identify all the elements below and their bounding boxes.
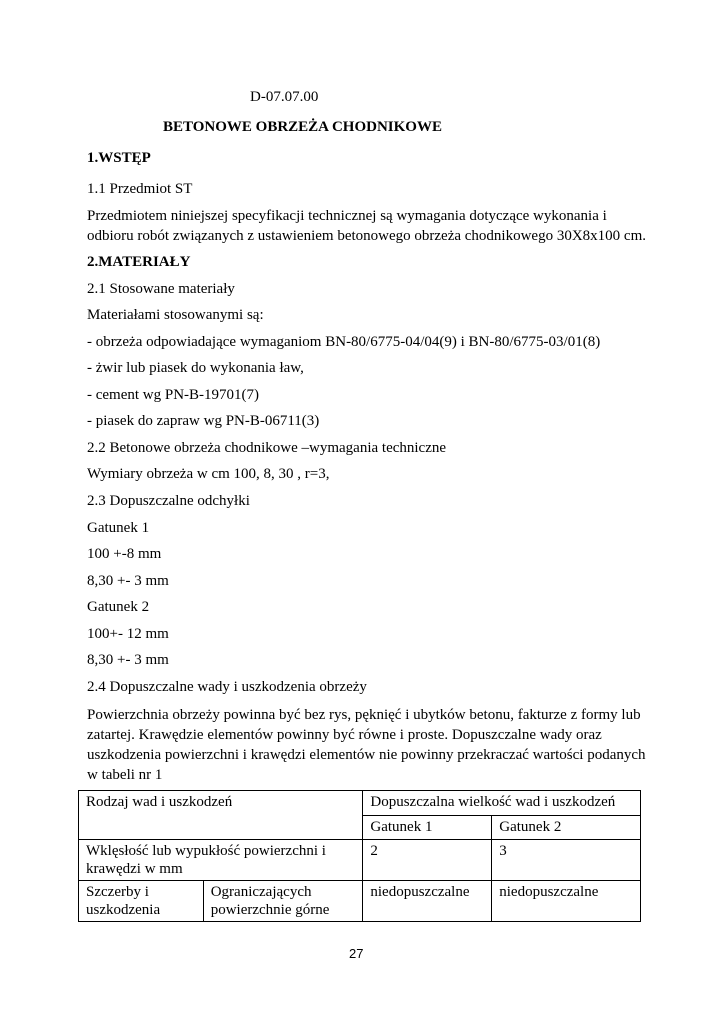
table-cell: Wklęsłość lub wypukłość powierzchni i krawędzi w mm xyxy=(79,840,363,881)
table-header-defect-type: Rodzaj wad i uszkodzeń xyxy=(79,791,363,840)
grade-1-tolerance-section: 8,30 +- 3 mm xyxy=(87,573,169,589)
grade-2-tolerance-section: 8,30 +- 3 mm xyxy=(87,652,169,668)
subsection-2-3: 2.3 Dopuszczalne odchyłki xyxy=(87,493,250,509)
table-header-allowed: Dopuszczalna wielkość wad i uszkodzeń xyxy=(363,791,641,816)
table-cell: niedopuszczalne xyxy=(492,881,641,922)
paragraph-1-1: Przedmiotem niniejszej specyfikacji technicznej są wymagania dotyczące wykonania i odbioru robót związanych z ustawieniem betonowego obrzeża chodnikowego 30X8x100 cm. xyxy=(87,208,646,244)
table-row xyxy=(79,791,641,816)
list-item: - żwir lub piasek do wykonania ław, xyxy=(87,360,304,376)
table-header-grade-2: Gatunek 2 xyxy=(492,815,641,840)
dimensions-text: Wymiary obrzeża w cm 100, 8, 30 , r=3, xyxy=(87,466,330,482)
table-row xyxy=(79,840,641,881)
paragraph-2-4: Powierzchnia obrzeży powinna być bez rys, pęknięć i ubytków betonu, fakturze z formy lub zatartej. Krawędzie elementów powinny być równe i proste. Dopuszczalne wady oraz uszkodzenia powierzchni i krawędzi elementów nie powinny przekraczać wartości podanych w tabeli nr 1 xyxy=(87,707,646,783)
table-cell: Ograniczających powierzchnie górne xyxy=(203,881,363,922)
table-row xyxy=(79,881,641,922)
list-item: - piasek do zapraw wg PN-B-06711(3) xyxy=(87,413,320,429)
list-item: - cement wg PN-B-19701(7) xyxy=(87,387,260,403)
defects-table xyxy=(78,790,641,922)
table-cell: Szczerby i uszkodzenia xyxy=(79,881,204,922)
table-header-grade-1: Gatunek 1 xyxy=(363,815,492,840)
section-heading-1: 1.WSTĘP xyxy=(87,150,151,166)
subsection-2-4: 2.4 Dopuszczalne wady i uszkodzenia obrzeży xyxy=(87,679,367,695)
table-cell: 2 xyxy=(363,840,492,881)
table-cell: niedopuszczalne xyxy=(363,881,492,922)
subsection-2-1: 2.1 Stosowane materiały xyxy=(87,281,235,297)
document-title: BETONOWE OBRZEŻA CHODNIKOWE xyxy=(163,119,442,135)
materials-intro: Materiałami stosowanymi są: xyxy=(87,307,264,323)
grade-2-tolerance-length: 100+- 12 mm xyxy=(87,626,169,642)
table-cell: 3 xyxy=(492,840,641,881)
page-number: 27 xyxy=(349,946,364,961)
grade-1-label: Gatunek 1 xyxy=(87,520,150,536)
subsection-1-1: 1.1 Przedmiot ST xyxy=(87,181,193,197)
list-item: - obrzeża odpowiadające wymaganiom BN-80/6775-04/04(9) i BN-80/6775-03/01(8) xyxy=(87,334,601,350)
grade-1-tolerance-length: 100 +-8 mm xyxy=(87,546,162,562)
section-heading-2: 2.MATERIAŁY xyxy=(87,254,191,270)
subsection-2-2: 2.2 Betonowe obrzeża chodnikowe –wymagania techniczne xyxy=(87,440,447,456)
document-code: D-07.07.00 xyxy=(250,89,319,105)
grade-2-label: Gatunek 2 xyxy=(87,599,150,615)
